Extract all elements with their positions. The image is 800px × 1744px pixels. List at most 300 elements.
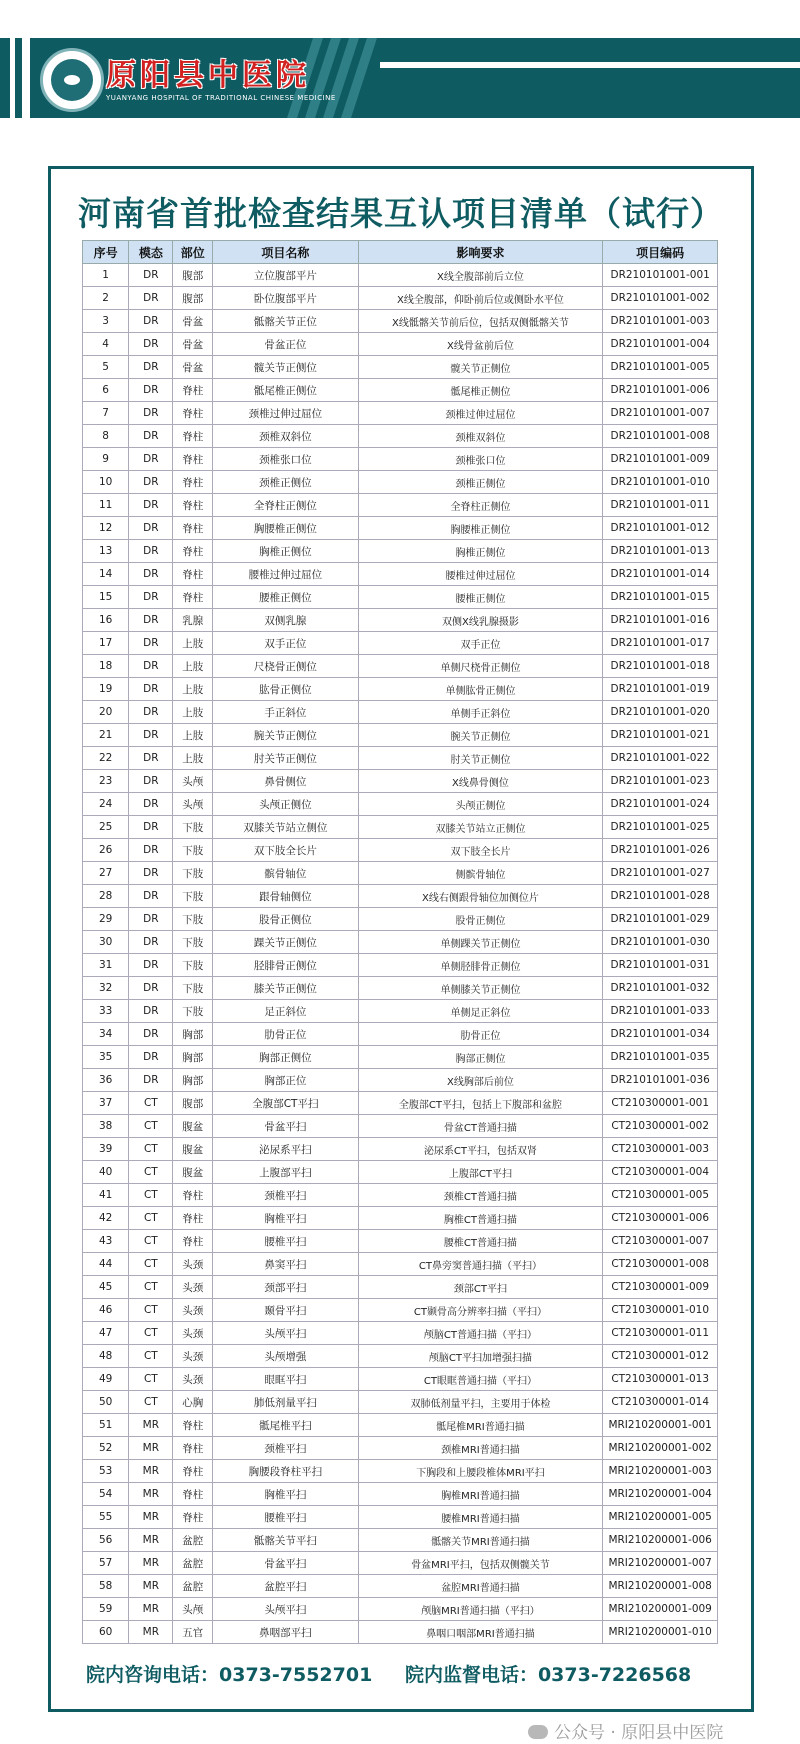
cell-body-part: 下肢 bbox=[173, 908, 213, 931]
cell-requirement: CT颞骨高分辨率扫描（平扫） bbox=[358, 1299, 603, 1322]
table-row bbox=[83, 609, 718, 632]
cell-index: 53 bbox=[83, 1460, 129, 1483]
cell-item-name: 骶尾椎平扫 bbox=[213, 1414, 359, 1437]
cell-modality: CT bbox=[129, 1161, 173, 1184]
cell-index: 29 bbox=[83, 908, 129, 931]
table-row bbox=[83, 1483, 718, 1506]
cell-item-name: 头颅正侧位 bbox=[213, 793, 359, 816]
table-row bbox=[83, 1621, 718, 1644]
header-left-stripe bbox=[10, 38, 15, 118]
table-header-row bbox=[83, 241, 718, 264]
cell-index: 48 bbox=[83, 1345, 129, 1368]
cell-index: 49 bbox=[83, 1368, 129, 1391]
cell-index: 31 bbox=[83, 954, 129, 977]
supervise-phone: 院内监督电话：0373-7226568 bbox=[404, 1664, 692, 1686]
cell-requirement: 胸腰椎正侧位 bbox=[358, 517, 603, 540]
cell-index: 58 bbox=[83, 1575, 129, 1598]
table-row bbox=[83, 839, 718, 862]
cell-item-name: 腰椎正侧位 bbox=[213, 586, 359, 609]
cell-index: 55 bbox=[83, 1506, 129, 1529]
cell-modality: MR bbox=[129, 1437, 173, 1460]
table-row bbox=[83, 1299, 718, 1322]
cell-body-part: 骨盆 bbox=[173, 333, 213, 356]
cell-modality: DR bbox=[129, 1023, 173, 1046]
cell-requirement: 骶尾椎正侧位 bbox=[358, 379, 603, 402]
cell-index: 10 bbox=[83, 471, 129, 494]
cell-body-part: 脊柱 bbox=[173, 1483, 213, 1506]
table-row bbox=[83, 494, 718, 517]
cell-requirement: 全腹部CT平扫，包括上下腹部和盆腔 bbox=[358, 1092, 603, 1115]
cell-index: 22 bbox=[83, 747, 129, 770]
table-row bbox=[83, 1161, 718, 1184]
cell-index: 20 bbox=[83, 701, 129, 724]
cell-item-name: 鼻窦平扫 bbox=[213, 1253, 359, 1276]
cell-item-name: 胸椎平扫 bbox=[213, 1483, 359, 1506]
cell-requirement: 颈椎正侧位 bbox=[358, 471, 603, 494]
table-row bbox=[83, 1207, 718, 1230]
cell-item-code: DR210101001-007 bbox=[603, 402, 718, 425]
cell-item-code: MRI210200001-007 bbox=[603, 1552, 718, 1575]
cell-body-part: 腹盆 bbox=[173, 1161, 213, 1184]
table-row bbox=[83, 1138, 718, 1161]
cell-item-name: 骨盆平扫 bbox=[213, 1115, 359, 1138]
cell-index: 4 bbox=[83, 333, 129, 356]
cell-item-code: MRI210200001-004 bbox=[603, 1483, 718, 1506]
cell-index: 59 bbox=[83, 1598, 129, 1621]
cell-item-name: 肋骨正位 bbox=[213, 1023, 359, 1046]
cell-index: 40 bbox=[83, 1161, 129, 1184]
col-header-modality: 模态 bbox=[129, 241, 173, 264]
cell-item-code: DR210101001-006 bbox=[603, 379, 718, 402]
cell-body-part: 下肢 bbox=[173, 885, 213, 908]
cell-index: 51 bbox=[83, 1414, 129, 1437]
cell-index: 12 bbox=[83, 517, 129, 540]
cell-index: 25 bbox=[83, 816, 129, 839]
cell-item-code: MRI210200001-001 bbox=[603, 1414, 718, 1437]
cell-requirement: CT鼻旁窦普通扫描（平扫） bbox=[358, 1253, 603, 1276]
cell-modality: DR bbox=[129, 517, 173, 540]
cell-item-code: DR210101001-022 bbox=[603, 747, 718, 770]
page-title: 河南省首批检查结果互认项目清单（试行） bbox=[78, 194, 724, 233]
cell-index: 16 bbox=[83, 609, 129, 632]
cell-modality: MR bbox=[129, 1506, 173, 1529]
cell-index: 30 bbox=[83, 931, 129, 954]
footer-phones bbox=[86, 1660, 717, 1687]
cell-index: 54 bbox=[83, 1483, 129, 1506]
cell-item-name: 眼眶平扫 bbox=[213, 1368, 359, 1391]
cell-requirement: 腰椎正侧位 bbox=[358, 586, 603, 609]
cell-index: 33 bbox=[83, 1000, 129, 1023]
table-row bbox=[83, 1023, 718, 1046]
cell-modality: DR bbox=[129, 1069, 173, 1092]
cell-body-part: 上肢 bbox=[173, 724, 213, 747]
cell-modality: DR bbox=[129, 1000, 173, 1023]
cell-modality: CT bbox=[129, 1391, 173, 1414]
table-row bbox=[83, 724, 718, 747]
cell-item-name: 胸腰段脊柱平扫 bbox=[213, 1460, 359, 1483]
cell-body-part: 头颈 bbox=[173, 1322, 213, 1345]
cell-requirement: 双手正位 bbox=[358, 632, 603, 655]
cell-requirement: 髋关节正侧位 bbox=[358, 356, 603, 379]
cell-body-part: 脊柱 bbox=[173, 586, 213, 609]
cell-requirement: 单侧尺桡骨正侧位 bbox=[358, 655, 603, 678]
cell-item-name: 头颅平扫 bbox=[213, 1322, 359, 1345]
cell-body-part: 盆腔 bbox=[173, 1575, 213, 1598]
cell-modality: DR bbox=[129, 908, 173, 931]
cell-requirement: CT眼眶普通扫描（平扫） bbox=[358, 1368, 603, 1391]
cell-modality: DR bbox=[129, 1046, 173, 1069]
table-row bbox=[83, 471, 718, 494]
table-row bbox=[83, 1391, 718, 1414]
cell-item-name: 颈椎平扫 bbox=[213, 1437, 359, 1460]
cell-requirement: 骶髂关节MRI普通扫描 bbox=[358, 1529, 603, 1552]
table-row bbox=[83, 954, 718, 977]
table-row bbox=[83, 356, 718, 379]
cell-index: 44 bbox=[83, 1253, 129, 1276]
cell-item-code: MRI210200001-002 bbox=[603, 1437, 718, 1460]
cell-body-part: 胸部 bbox=[173, 1046, 213, 1069]
cell-item-code: DR210101001-008 bbox=[603, 425, 718, 448]
cell-body-part: 下肢 bbox=[173, 839, 213, 862]
cell-body-part: 骨盆 bbox=[173, 356, 213, 379]
cell-item-code: DR210101001-031 bbox=[603, 954, 718, 977]
cell-item-code: CT210300001-014 bbox=[603, 1391, 718, 1414]
cell-item-code: CT210300001-004 bbox=[603, 1161, 718, 1184]
cell-item-code: DR210101001-028 bbox=[603, 885, 718, 908]
cell-item-code: DR210101001-023 bbox=[603, 770, 718, 793]
table-row bbox=[83, 632, 718, 655]
cell-modality: CT bbox=[129, 1345, 173, 1368]
cell-body-part: 腹部 bbox=[173, 264, 213, 287]
cell-item-name: 骶尾椎正侧位 bbox=[213, 379, 359, 402]
cell-modality: MR bbox=[129, 1621, 173, 1644]
cell-item-code: DR210101001-012 bbox=[603, 517, 718, 540]
cell-item-code: CT210300001-009 bbox=[603, 1276, 718, 1299]
cell-item-code: DR210101001-034 bbox=[603, 1023, 718, 1046]
cell-item-code: CT210300001-003 bbox=[603, 1138, 718, 1161]
hospital-name: 原阳县中医院 bbox=[106, 58, 310, 93]
table-row bbox=[83, 1552, 718, 1575]
cell-modality: DR bbox=[129, 471, 173, 494]
cell-item-name: 颈椎正侧位 bbox=[213, 471, 359, 494]
cell-body-part: 上肢 bbox=[173, 701, 213, 724]
cell-item-name: 手正斜位 bbox=[213, 701, 359, 724]
table-row bbox=[83, 1230, 718, 1253]
cell-index: 35 bbox=[83, 1046, 129, 1069]
cell-item-code: DR210101001-009 bbox=[603, 448, 718, 471]
cell-requirement: X线鼻骨侧位 bbox=[358, 770, 603, 793]
cell-item-name: 肘关节正侧位 bbox=[213, 747, 359, 770]
cell-modality: CT bbox=[129, 1299, 173, 1322]
cell-index: 2 bbox=[83, 287, 129, 310]
table-row bbox=[83, 586, 718, 609]
table-row bbox=[83, 816, 718, 839]
cell-modality: CT bbox=[129, 1230, 173, 1253]
cell-body-part: 腹部 bbox=[173, 1092, 213, 1115]
table-row bbox=[83, 1345, 718, 1368]
cell-modality: CT bbox=[129, 1276, 173, 1299]
table-row bbox=[83, 977, 718, 1000]
cell-index: 42 bbox=[83, 1207, 129, 1230]
cell-index: 46 bbox=[83, 1299, 129, 1322]
cell-item-name: 腰椎过伸过屈位 bbox=[213, 563, 359, 586]
table-row bbox=[83, 1276, 718, 1299]
cell-requirement: 颅脑CT平扫加增强扫描 bbox=[358, 1345, 603, 1368]
table-body bbox=[83, 264, 718, 1644]
cell-requirement: 胸部正侧位 bbox=[358, 1046, 603, 1069]
table-row bbox=[83, 701, 718, 724]
cell-modality: DR bbox=[129, 264, 173, 287]
wechat-icon bbox=[528, 1725, 548, 1739]
cell-item-name: 胸椎正侧位 bbox=[213, 540, 359, 563]
cell-modality: DR bbox=[129, 632, 173, 655]
cell-item-name: 股骨正侧位 bbox=[213, 908, 359, 931]
cell-body-part: 头颅 bbox=[173, 1598, 213, 1621]
cell-item-code: DR210101001-029 bbox=[603, 908, 718, 931]
cell-body-part: 上肢 bbox=[173, 747, 213, 770]
col-header-requirement: 影响要求 bbox=[358, 241, 603, 264]
cell-requirement: 单侧膝关节正侧位 bbox=[358, 977, 603, 1000]
cell-item-code: CT210300001-007 bbox=[603, 1230, 718, 1253]
cell-requirement: 泌尿系CT平扫，包括双肾 bbox=[358, 1138, 603, 1161]
cell-index: 27 bbox=[83, 862, 129, 885]
cell-body-part: 头颈 bbox=[173, 1345, 213, 1368]
cell-index: 43 bbox=[83, 1230, 129, 1253]
cell-body-part: 头颈 bbox=[173, 1299, 213, 1322]
cell-item-name: 腰椎平扫 bbox=[213, 1506, 359, 1529]
cell-requirement: 腕关节正侧位 bbox=[358, 724, 603, 747]
cell-item-name: 双下肢全长片 bbox=[213, 839, 359, 862]
cell-requirement: 单侧手正斜位 bbox=[358, 701, 603, 724]
cell-modality: CT bbox=[129, 1092, 173, 1115]
cell-index: 57 bbox=[83, 1552, 129, 1575]
table-row bbox=[83, 1322, 718, 1345]
cell-item-name: 膝关节正侧位 bbox=[213, 977, 359, 1000]
cell-requirement: 腰椎过伸过屈位 bbox=[358, 563, 603, 586]
cell-body-part: 脊柱 bbox=[173, 1506, 213, 1529]
cell-item-name: 立位腹部平片 bbox=[213, 264, 359, 287]
cell-modality: CT bbox=[129, 1138, 173, 1161]
table-row bbox=[83, 655, 718, 678]
cell-index: 34 bbox=[83, 1023, 129, 1046]
cell-index: 18 bbox=[83, 655, 129, 678]
cell-requirement: 单侧胫腓骨正侧位 bbox=[358, 954, 603, 977]
cell-modality: DR bbox=[129, 839, 173, 862]
cell-item-code: DR210101001-017 bbox=[603, 632, 718, 655]
cell-modality: DR bbox=[129, 402, 173, 425]
cell-requirement: 全脊柱正侧位 bbox=[358, 494, 603, 517]
cell-body-part: 脊柱 bbox=[173, 471, 213, 494]
cell-index: 6 bbox=[83, 379, 129, 402]
col-header-body-part: 部位 bbox=[173, 241, 213, 264]
cell-item-code: CT210300001-012 bbox=[603, 1345, 718, 1368]
col-header-item-code: 项目编码 bbox=[603, 241, 718, 264]
cell-item-code: DR210101001-032 bbox=[603, 977, 718, 1000]
cell-body-part: 乳腺 bbox=[173, 609, 213, 632]
logo-mark bbox=[64, 75, 80, 85]
cell-body-part: 盆腔 bbox=[173, 1552, 213, 1575]
table-row bbox=[83, 1414, 718, 1437]
table-row bbox=[83, 1253, 718, 1276]
cell-modality: DR bbox=[129, 425, 173, 448]
cell-requirement: 盆腔MRI普通扫描 bbox=[358, 1575, 603, 1598]
cell-item-name: 全脊柱正侧位 bbox=[213, 494, 359, 517]
cell-index: 45 bbox=[83, 1276, 129, 1299]
cell-body-part: 下肢 bbox=[173, 816, 213, 839]
cell-modality: DR bbox=[129, 448, 173, 471]
table-row bbox=[83, 287, 718, 310]
table-row bbox=[83, 1575, 718, 1598]
table-row bbox=[83, 770, 718, 793]
table-row bbox=[83, 379, 718, 402]
cell-modality: CT bbox=[129, 1253, 173, 1276]
cell-modality: DR bbox=[129, 586, 173, 609]
cell-index: 28 bbox=[83, 885, 129, 908]
cell-item-name: 鼻咽部平扫 bbox=[213, 1621, 359, 1644]
cell-requirement: 胸椎CT普通扫描 bbox=[358, 1207, 603, 1230]
cell-modality: DR bbox=[129, 770, 173, 793]
cell-item-code: DR210101001-036 bbox=[603, 1069, 718, 1092]
cell-item-name: 全腹部CT平扫 bbox=[213, 1092, 359, 1115]
cell-body-part: 上肢 bbox=[173, 632, 213, 655]
table-row bbox=[83, 1000, 718, 1023]
cell-body-part: 头颈 bbox=[173, 1253, 213, 1276]
table-row bbox=[83, 402, 718, 425]
table-row bbox=[83, 517, 718, 540]
cell-item-code: CT210300001-005 bbox=[603, 1184, 718, 1207]
cell-modality: DR bbox=[129, 678, 173, 701]
cell-item-name: 胸部正位 bbox=[213, 1069, 359, 1092]
table-row bbox=[83, 425, 718, 448]
cell-item-code: DR210101001-016 bbox=[603, 609, 718, 632]
cell-body-part: 脊柱 bbox=[173, 494, 213, 517]
table-row bbox=[83, 1437, 718, 1460]
cell-index: 8 bbox=[83, 425, 129, 448]
cell-modality: DR bbox=[129, 816, 173, 839]
cell-index: 23 bbox=[83, 770, 129, 793]
cell-item-code: CT210300001-002 bbox=[603, 1115, 718, 1138]
cell-body-part: 胸部 bbox=[173, 1023, 213, 1046]
header-banner bbox=[0, 38, 800, 118]
cell-body-part: 头颅 bbox=[173, 770, 213, 793]
cell-requirement: 颈椎双斜位 bbox=[358, 425, 603, 448]
cell-modality: DR bbox=[129, 310, 173, 333]
cell-item-code: CT210300001-008 bbox=[603, 1253, 718, 1276]
cell-item-name: 胸部正侧位 bbox=[213, 1046, 359, 1069]
cell-index: 50 bbox=[83, 1391, 129, 1414]
cell-index: 52 bbox=[83, 1437, 129, 1460]
cell-body-part: 头颈 bbox=[173, 1276, 213, 1299]
cell-body-part: 脊柱 bbox=[173, 1207, 213, 1230]
table-row bbox=[83, 1506, 718, 1529]
cell-item-code: MRI210200001-006 bbox=[603, 1529, 718, 1552]
cell-index: 19 bbox=[83, 678, 129, 701]
cell-requirement: 单侧肱骨正侧位 bbox=[358, 678, 603, 701]
consult-phone: 院内咨询电话：0373-7552701 bbox=[86, 1664, 373, 1686]
cell-requirement: 肋骨正位 bbox=[358, 1023, 603, 1046]
cell-index: 60 bbox=[83, 1621, 129, 1644]
cell-index: 14 bbox=[83, 563, 129, 586]
cell-modality: MR bbox=[129, 1414, 173, 1437]
cell-index: 11 bbox=[83, 494, 129, 517]
cell-item-code: CT210300001-001 bbox=[603, 1092, 718, 1115]
cell-modality: CT bbox=[129, 1368, 173, 1391]
cell-modality: DR bbox=[129, 287, 173, 310]
table-row bbox=[83, 931, 718, 954]
table-row bbox=[83, 793, 718, 816]
cell-body-part: 脊柱 bbox=[173, 379, 213, 402]
table-row bbox=[83, 1598, 718, 1621]
cell-modality: DR bbox=[129, 977, 173, 1000]
cell-requirement: 股骨正侧位 bbox=[358, 908, 603, 931]
cell-item-code: DR210101001-026 bbox=[603, 839, 718, 862]
cell-item-code: DR210101001-004 bbox=[603, 333, 718, 356]
cell-index: 24 bbox=[83, 793, 129, 816]
cell-item-name: 骶髂关节正位 bbox=[213, 310, 359, 333]
cell-modality: MR bbox=[129, 1575, 173, 1598]
cell-requirement: 单侧足正斜位 bbox=[358, 1000, 603, 1023]
cell-item-name: 跟骨轴侧位 bbox=[213, 885, 359, 908]
cell-index: 3 bbox=[83, 310, 129, 333]
cell-item-name: 颞骨平扫 bbox=[213, 1299, 359, 1322]
cell-item-code: CT210300001-010 bbox=[603, 1299, 718, 1322]
cell-body-part: 上肢 bbox=[173, 678, 213, 701]
watermark bbox=[528, 1718, 723, 1743]
cell-item-code: MRI210200001-009 bbox=[603, 1598, 718, 1621]
cell-requirement: 颅脑CT普通扫描（平扫） bbox=[358, 1322, 603, 1345]
cell-item-name: 卧位腹部平片 bbox=[213, 287, 359, 310]
cell-requirement: 颈椎MRI普通扫描 bbox=[358, 1437, 603, 1460]
table-row bbox=[83, 678, 718, 701]
cell-requirement: 颈部CT平扫 bbox=[358, 1276, 603, 1299]
cell-body-part: 脊柱 bbox=[173, 448, 213, 471]
cell-requirement: 颅脑MRI普通扫描（平扫） bbox=[358, 1598, 603, 1621]
table-row bbox=[83, 1529, 718, 1552]
cell-index: 36 bbox=[83, 1069, 129, 1092]
cell-item-code: DR210101001-033 bbox=[603, 1000, 718, 1023]
cell-item-name: 骶髂关节平扫 bbox=[213, 1529, 359, 1552]
cell-item-code: DR210101001-027 bbox=[603, 862, 718, 885]
cell-body-part: 脊柱 bbox=[173, 1460, 213, 1483]
cell-index: 9 bbox=[83, 448, 129, 471]
cell-item-code: DR210101001-021 bbox=[603, 724, 718, 747]
cell-index: 41 bbox=[83, 1184, 129, 1207]
cell-item-name: 颈椎双斜位 bbox=[213, 425, 359, 448]
table-row bbox=[83, 1115, 718, 1138]
table-row bbox=[83, 862, 718, 885]
cell-body-part: 脊柱 bbox=[173, 1414, 213, 1437]
cell-body-part: 腹盆 bbox=[173, 1115, 213, 1138]
cell-requirement: 双下肢全长片 bbox=[358, 839, 603, 862]
cell-body-part: 五官 bbox=[173, 1621, 213, 1644]
cell-item-code: DR210101001-019 bbox=[603, 678, 718, 701]
cell-requirement: 胸椎MRI普通扫描 bbox=[358, 1483, 603, 1506]
table-row bbox=[83, 1069, 718, 1092]
cell-item-name: 踝关节正侧位 bbox=[213, 931, 359, 954]
cell-item-name: 骨盆平扫 bbox=[213, 1552, 359, 1575]
cell-body-part: 下肢 bbox=[173, 977, 213, 1000]
col-header-index: 序号 bbox=[83, 241, 129, 264]
cell-item-code: CT210300001-006 bbox=[603, 1207, 718, 1230]
cell-item-name: 头颅增强 bbox=[213, 1345, 359, 1368]
cell-modality: MR bbox=[129, 1483, 173, 1506]
cell-item-code: DR210101001-024 bbox=[603, 793, 718, 816]
table-row bbox=[83, 563, 718, 586]
cell-requirement: 侧髌骨轴位 bbox=[358, 862, 603, 885]
cell-requirement: X线胸部后前位 bbox=[358, 1069, 603, 1092]
cell-item-name: 足正斜位 bbox=[213, 1000, 359, 1023]
cell-body-part: 胸部 bbox=[173, 1069, 213, 1092]
